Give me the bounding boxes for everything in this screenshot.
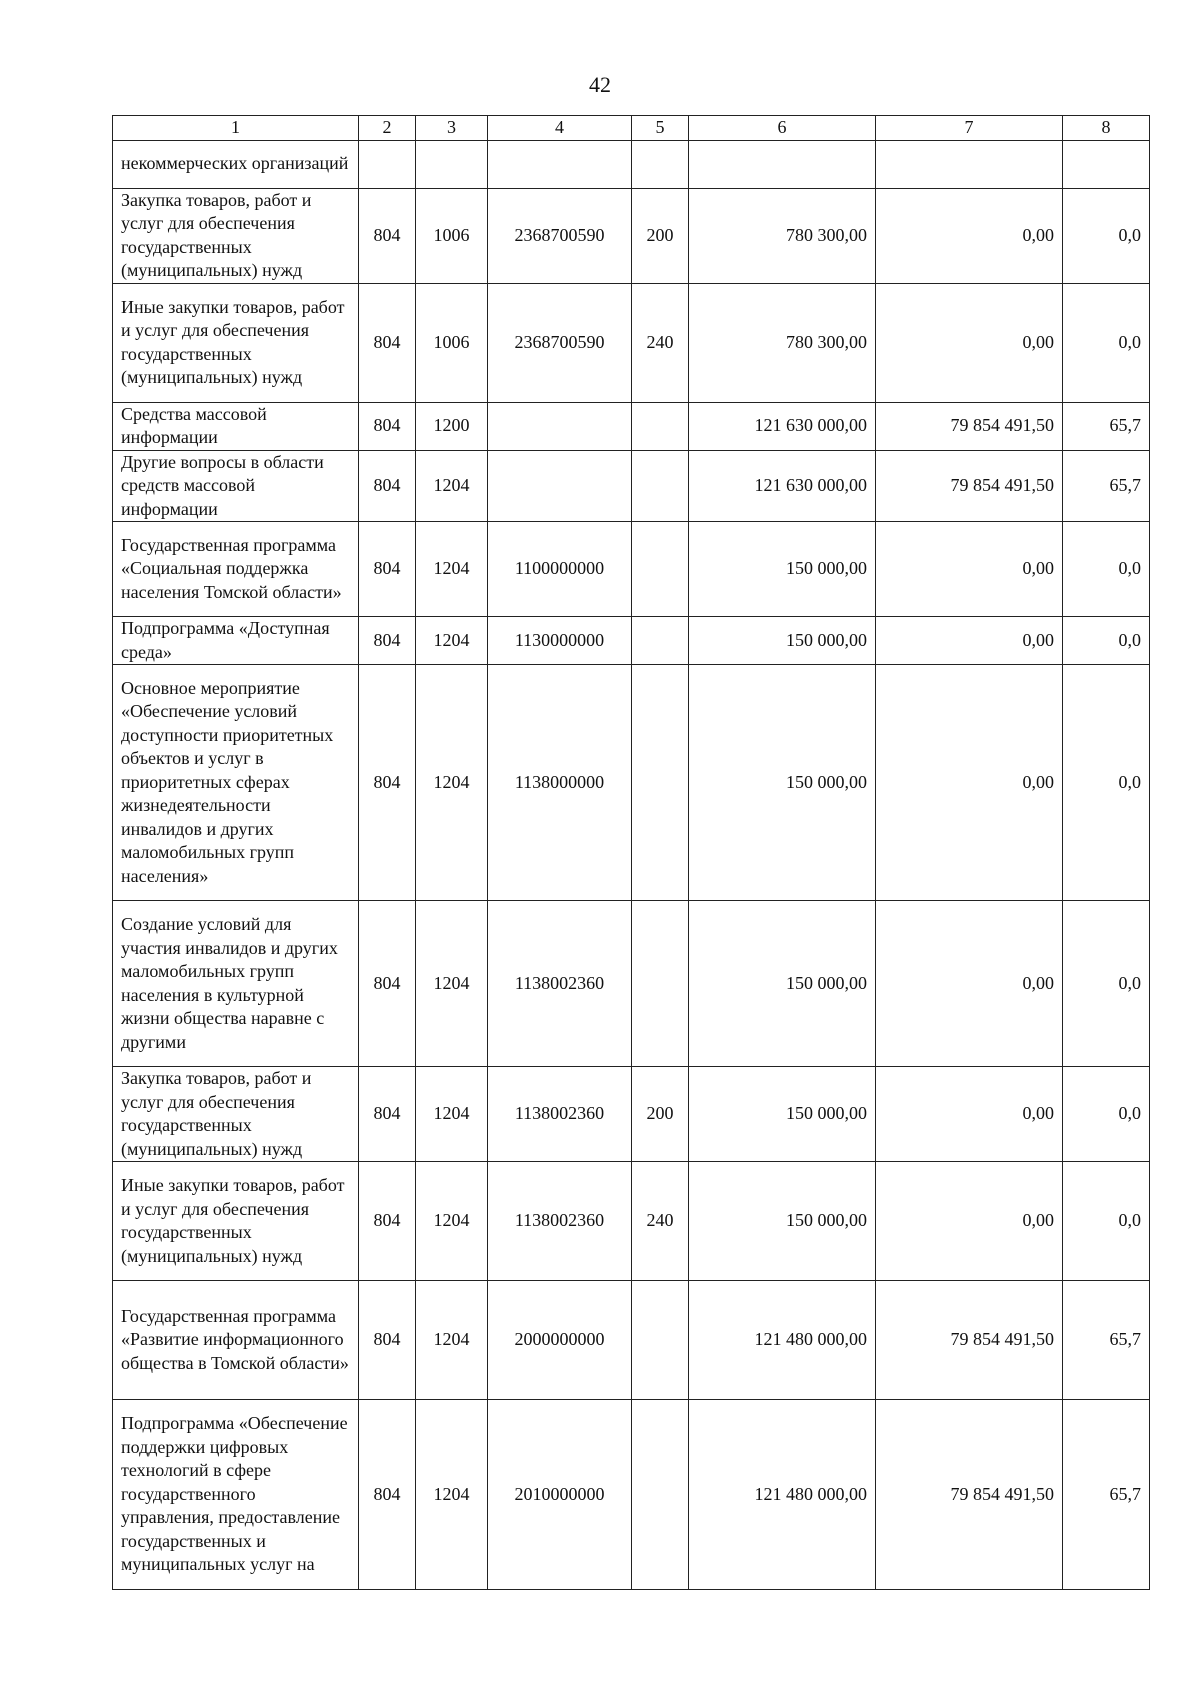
header-cell: 2 bbox=[359, 116, 416, 141]
item-name: Закупка товаров, работ и услуг для обеспечения государственных (муниципальных) нужд bbox=[113, 188, 359, 283]
cell-col-4: 1100000000 bbox=[488, 522, 632, 617]
cell-col-4: 1138002360 bbox=[488, 1067, 632, 1162]
cell-col-6 bbox=[689, 140, 876, 188]
cell-col-7: 79 854 491,50 bbox=[876, 1281, 1063, 1400]
item-name: Закупка товаров, работ и услуг для обеспечения государственных (муниципальных) нужд bbox=[113, 1067, 359, 1162]
cell-col-7: 0,00 bbox=[876, 522, 1063, 617]
cell-col-6: 150 000,00 bbox=[689, 1067, 876, 1162]
table-row bbox=[113, 450, 1150, 522]
item-name: Основное мероприятие «Обеспечение условий доступности приоритетных объектов и услуг в приоритетных сферах жизнедеятельности инвалидов и других маломобильных групп населения» bbox=[113, 665, 359, 901]
item-name: Государственная программа «Социальная поддержка населения Томской области» bbox=[113, 522, 359, 617]
header-cell: 5 bbox=[632, 116, 689, 141]
cell-col-2: 804 bbox=[359, 1067, 416, 1162]
table-row bbox=[113, 1400, 1150, 1590]
cell-col-8: 0,0 bbox=[1063, 1162, 1150, 1281]
cell-col-3: 1200 bbox=[416, 402, 488, 450]
cell-col-6: 121 480 000,00 bbox=[689, 1281, 876, 1400]
header-cell: 3 bbox=[416, 116, 488, 141]
cell-col-2: 804 bbox=[359, 1281, 416, 1400]
cell-col-4: 1130000000 bbox=[488, 617, 632, 665]
cell-col-8: 0,0 bbox=[1063, 188, 1150, 283]
table-row bbox=[113, 1067, 1150, 1162]
cell-col-2: 804 bbox=[359, 665, 416, 901]
cell-col-8: 65,7 bbox=[1063, 402, 1150, 450]
cell-col-4: 2368700590 bbox=[488, 283, 632, 402]
cell-col-2: 804 bbox=[359, 522, 416, 617]
item-name: Другие вопросы в области средств массовой информации bbox=[113, 450, 359, 522]
cell-col-6: 150 000,00 bbox=[689, 617, 876, 665]
header-cell: 8 bbox=[1063, 116, 1150, 141]
cell-col-7: 79 854 491,50 bbox=[876, 1400, 1063, 1590]
cell-col-7: 79 854 491,50 bbox=[876, 402, 1063, 450]
cell-col-8: 0,0 bbox=[1063, 665, 1150, 901]
table-row bbox=[113, 665, 1150, 901]
item-name: Государственная программа «Развитие информационного общества в Томской области» bbox=[113, 1281, 359, 1400]
cell-col-7: 0,00 bbox=[876, 901, 1063, 1067]
cell-col-5 bbox=[632, 522, 689, 617]
cell-col-8: 0,0 bbox=[1063, 283, 1150, 402]
cell-col-4 bbox=[488, 140, 632, 188]
cell-col-5: 240 bbox=[632, 1162, 689, 1281]
item-name: Подпрограмма «Обеспечение поддержки цифровых технологий в сфере государственного управления, предоставление государственных и муниципальных услуг на bbox=[113, 1400, 359, 1590]
cell-col-5 bbox=[632, 402, 689, 450]
cell-col-5 bbox=[632, 617, 689, 665]
cell-col-3: 1204 bbox=[416, 617, 488, 665]
header-cell: 6 bbox=[689, 116, 876, 141]
cell-col-5: 200 bbox=[632, 188, 689, 283]
cell-col-4: 1138002360 bbox=[488, 901, 632, 1067]
table-row bbox=[113, 522, 1150, 617]
cell-col-5 bbox=[632, 1281, 689, 1400]
cell-col-8: 0,0 bbox=[1063, 522, 1150, 617]
cell-col-3: 1204 bbox=[416, 1067, 488, 1162]
cell-col-6: 780 300,00 bbox=[689, 283, 876, 402]
page-number: 42 bbox=[589, 72, 611, 97]
cell-col-4: 1138002360 bbox=[488, 1162, 632, 1281]
cell-col-3: 1006 bbox=[416, 283, 488, 402]
cell-col-7: 0,00 bbox=[876, 665, 1063, 901]
table-row bbox=[113, 283, 1150, 402]
item-name: Создание условий для участия инвалидов и других маломобильных групп населения в культурной жизни общества наравне с другими bbox=[113, 901, 359, 1067]
cell-col-4: 2000000000 bbox=[488, 1281, 632, 1400]
cell-col-5: 200 bbox=[632, 1067, 689, 1162]
cell-col-2: 804 bbox=[359, 1400, 416, 1590]
cell-col-6: 121 480 000,00 bbox=[689, 1400, 876, 1590]
item-name: некоммерческих организаций bbox=[113, 140, 359, 188]
cell-col-7 bbox=[876, 140, 1063, 188]
header-cell: 1 bbox=[113, 116, 359, 141]
cell-col-4: 1138000000 bbox=[488, 665, 632, 901]
cell-col-8 bbox=[1063, 140, 1150, 188]
cell-col-3: 1204 bbox=[416, 1162, 488, 1281]
cell-col-7: 0,00 bbox=[876, 1067, 1063, 1162]
cell-col-4 bbox=[488, 450, 632, 522]
cell-col-5 bbox=[632, 1400, 689, 1590]
cell-col-6: 150 000,00 bbox=[689, 522, 876, 617]
cell-col-3 bbox=[416, 140, 488, 188]
table-row bbox=[113, 901, 1150, 1067]
cell-col-7: 79 854 491,50 bbox=[876, 450, 1063, 522]
cell-col-2: 804 bbox=[359, 901, 416, 1067]
cell-col-8: 65,7 bbox=[1063, 1400, 1150, 1590]
item-name: Средства массовой информации bbox=[113, 402, 359, 450]
table-header-row bbox=[113, 116, 1150, 141]
cell-col-6: 780 300,00 bbox=[689, 188, 876, 283]
cell-col-5: 240 bbox=[632, 283, 689, 402]
cell-col-3: 1204 bbox=[416, 1281, 488, 1400]
cell-col-3: 1204 bbox=[416, 665, 488, 901]
cell-col-6: 150 000,00 bbox=[689, 901, 876, 1067]
cell-col-4 bbox=[488, 402, 632, 450]
cell-col-4: 2368700590 bbox=[488, 188, 632, 283]
cell-col-3: 1006 bbox=[416, 188, 488, 283]
cell-col-2: 804 bbox=[359, 188, 416, 283]
cell-col-6: 150 000,00 bbox=[689, 1162, 876, 1281]
table-row bbox=[113, 140, 1150, 188]
cell-col-2: 804 bbox=[359, 617, 416, 665]
cell-col-5 bbox=[632, 140, 689, 188]
budget-table bbox=[112, 115, 1150, 1590]
cell-col-8: 65,7 bbox=[1063, 450, 1150, 522]
item-name: Иные закупки товаров, работ и услуг для обеспечения государственных (муниципальных) нужд bbox=[113, 283, 359, 402]
cell-col-2: 804 bbox=[359, 450, 416, 522]
cell-col-7: 0,00 bbox=[876, 188, 1063, 283]
cell-col-3: 1204 bbox=[416, 522, 488, 617]
cell-col-5 bbox=[632, 901, 689, 1067]
item-name: Иные закупки товаров, работ и услуг для обеспечения государственных (муниципальных) нужд bbox=[113, 1162, 359, 1281]
table-row bbox=[113, 1281, 1150, 1400]
cell-col-3: 1204 bbox=[416, 1400, 488, 1590]
item-name: Подпрограмма «Доступная среда» bbox=[113, 617, 359, 665]
table-row bbox=[113, 402, 1150, 450]
cell-col-7: 0,00 bbox=[876, 1162, 1063, 1281]
cell-col-2: 804 bbox=[359, 402, 416, 450]
cell-col-6: 121 630 000,00 bbox=[689, 402, 876, 450]
cell-col-3: 1204 bbox=[416, 450, 488, 522]
cell-col-2 bbox=[359, 140, 416, 188]
cell-col-7: 0,00 bbox=[876, 283, 1063, 402]
cell-col-4: 2010000000 bbox=[488, 1400, 632, 1590]
cell-col-8: 0,0 bbox=[1063, 1067, 1150, 1162]
cell-col-6: 150 000,00 bbox=[689, 665, 876, 901]
header-cell: 7 bbox=[876, 116, 1063, 141]
cell-col-8: 0,0 bbox=[1063, 617, 1150, 665]
cell-col-5 bbox=[632, 665, 689, 901]
cell-col-2: 804 bbox=[359, 283, 416, 402]
cell-col-7: 0,00 bbox=[876, 617, 1063, 665]
table-row bbox=[113, 617, 1150, 665]
cell-col-8: 65,7 bbox=[1063, 1281, 1150, 1400]
header-cell: 4 bbox=[488, 116, 632, 141]
table-row bbox=[113, 1162, 1150, 1281]
cell-col-8: 0,0 bbox=[1063, 901, 1150, 1067]
cell-col-2: 804 bbox=[359, 1162, 416, 1281]
cell-col-6: 121 630 000,00 bbox=[689, 450, 876, 522]
cell-col-3: 1204 bbox=[416, 901, 488, 1067]
cell-col-5 bbox=[632, 450, 689, 522]
table-row bbox=[113, 188, 1150, 283]
